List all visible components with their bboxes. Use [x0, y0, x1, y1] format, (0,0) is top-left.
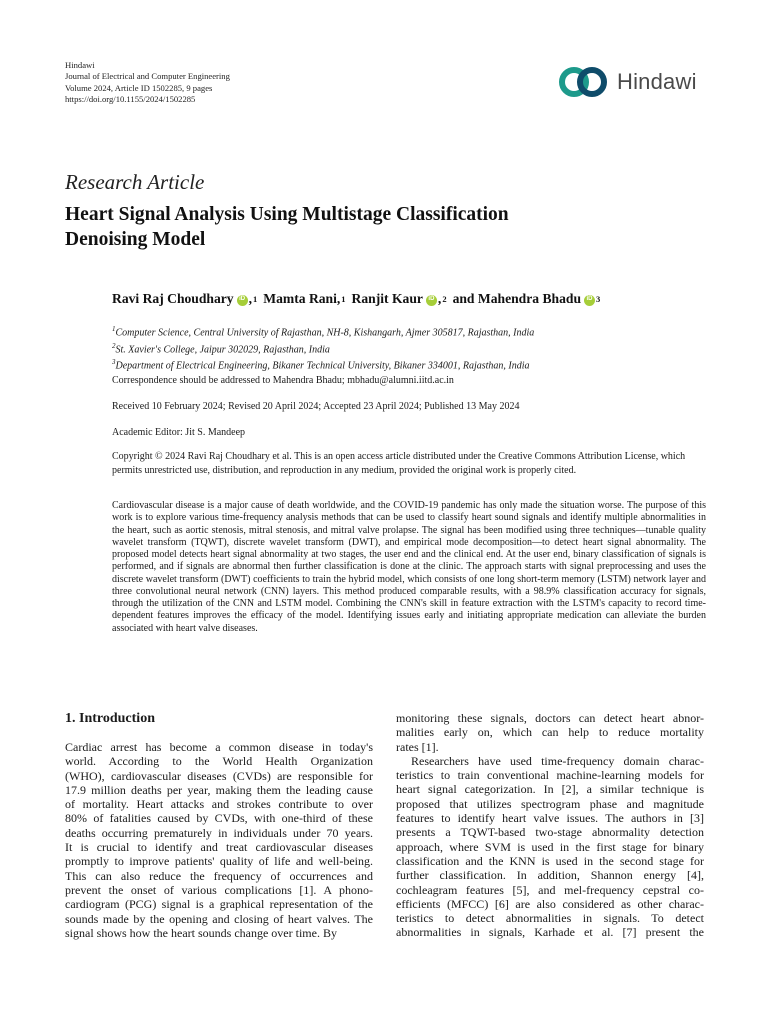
volume-info: Volume 2024, Article ID 1502285, 9 pages: [65, 82, 213, 93]
text-line: world. According to the World Health Organization: [65, 754, 373, 769]
text-line: malities early on, which can help to reduce mortality: [396, 725, 704, 740]
publication-dates: Received 10 February 2024; Revised 20 April 2024; Accepted 23 April 2024; Published 13 May 2024: [112, 401, 520, 412]
text-line: teristics to train conventional machine-learning models for: [396, 768, 704, 783]
text-line: 80% of fatalities caused by CVDs, with one-third of these: [65, 811, 373, 826]
orcid-icon[interactable]: [237, 295, 248, 306]
text-line: approach, where SVM is used in the first stage for binary: [396, 839, 704, 854]
affiliation-text: Computer Science, Central University of Rajasthan, NH-8, Kishangarh, Ajmer 305817, Rajasthan, India: [115, 327, 535, 339]
author-separator: ,: [248, 291, 253, 306]
text-line: of mortality. Heart attacks and strokes contribute to over: [65, 797, 373, 812]
text-line: (WHO), cardiovascular diseases (CVDs) are responsible for: [65, 768, 373, 783]
text-line: Researchers have used time-frequency domain charac-: [411, 753, 704, 768]
text-line: teristics to detect abnormalities in signals. To detect: [396, 911, 704, 926]
text-line: cardiogram (PCG) signal is a graphical representation of the: [65, 897, 373, 912]
affiliation: [112, 323, 534, 340]
text-line: This can also reduce the frequency of occurrences and: [65, 868, 373, 883]
text-line: signal shows how the heart sounds change over time. By: [65, 925, 337, 940]
author-sup: 3: [596, 294, 601, 304]
orcid-icon[interactable]: [584, 295, 595, 306]
affiliation-sup: 2: [112, 341, 116, 350]
text-line: further classification. In addition, Shannon energy [4],: [396, 868, 704, 883]
author-list: [112, 291, 600, 307]
right-column-text: [396, 711, 704, 940]
text-line: rates [1].: [396, 739, 439, 754]
journal-meta: [65, 60, 230, 106]
article-title: [65, 202, 685, 252]
author-name: and Mahendra Bhadu: [452, 291, 582, 306]
text-line: deaths occurring prematurely in individuals under 70 years.: [65, 825, 373, 840]
author-sup: 1: [341, 294, 346, 304]
author-separator: ,: [437, 291, 442, 306]
author-sup: 1: [253, 294, 258, 304]
text-line: promptly to improve patients' quality of life and well-being.: [65, 854, 373, 869]
left-column-text: [65, 740, 373, 940]
section-heading: 1. Introduction: [65, 711, 155, 726]
author-name: Ravi Raj Choudhary: [112, 291, 234, 306]
text-line: efficients (MFCC) [6] are also considered as other charac-: [396, 896, 704, 911]
affiliation-sup: 3: [112, 358, 116, 367]
text-line: prevent the onset of various complications [1]. A phono-: [65, 882, 373, 897]
affiliation: [112, 356, 534, 373]
text-line: It is crucial to identify and treat cardiovascular diseases: [65, 840, 373, 855]
publisher-name: Hindawi: [65, 60, 95, 70]
orcid-icon[interactable]: [426, 295, 437, 306]
text-line: monitoring these signals, doctors can detect heart abnor-: [396, 711, 704, 725]
affiliation-text: Department of Electrical Engineering, Bikaner Technical University, Bikaner 334001, Rajasthan, India: [115, 360, 530, 372]
text-line: features to identify heart valve issues. The authors in [3]: [396, 811, 704, 826]
correspondence: Correspondence should be addressed to Mahendra Bhadu; mbhadu@alumni.iitd.ac.in: [112, 375, 454, 386]
affiliation-sup: 1: [112, 325, 116, 333]
copyright-notice: Copyright © 2024 Ravi Raj Choudhary et al. This is an open access article distributed under the Creative Commons Attribution License, which permits unrestricted use, distribution, and reproduction in any medium, provided the original work is properly cited.: [112, 451, 686, 476]
abstract: Cardiovascular disease is a major cause of death worldwide, and the COVID-19 pandemic has only made the situation worse. The purpose of this work is to explore various time-frequency analysis methods that can be used to classify heart sound signals and identify multiple abnormalities in the heart, such as aortic stenosis, mitral stenosis, and mitral valve prolapse. The signal has been modified using three techniques—tunable quality wavelet transform (TQWT), discrete wavelet transform (DWT), and empirical mode decomposition—to detect heart signal abnormality. The proposed model detects heart signal abnormality at two stages, the user end and the clinical end. At the user end, binary classification of signals is performed, and if signals are abnormal then further classification is done at the clinic. The approach starts with signal preprocessing and uses the discrete wavelet transform (DWT) coefficients to train the hybrid model, which consists of one long short-term memory (LSTM) network layer and three convolutional neural network (CNN) layers. This method produced comparable results, with a 98.9% classification accuracy for signals, through the utilization of the CNN and LSTM model. Combining the CNN's skill in feature extraction with the LSTM's capacity to record time-dependent features improves the efficacy of the model. Identifying issues early and initiating appropriate medication can alleviate the burden associated with heart valve diseases.: [112, 500, 706, 634]
journal-name: Journal of Electrical and Computer Engineering: [65, 71, 230, 82]
text-line: abnormalities in signals, Karhade et al. [7] present the: [396, 925, 704, 940]
title-line: Heart Signal Analysis Using Multistage Classification: [65, 204, 509, 225]
title-line: Denoising Model: [65, 229, 206, 250]
article-type: Research Article: [65, 170, 205, 194]
author-sup: 2: [442, 294, 447, 304]
hindawi-logo-icon: [557, 64, 611, 100]
text-line: presents a TQWT-based two-stage abnormality detection: [396, 825, 704, 840]
text-line: Cardiac arrest has become a common disease in today's: [65, 740, 373, 754]
text-line: heart signal categorization. In [2], a similar technique is: [396, 782, 704, 797]
author-name: Ranjit Kaur: [351, 291, 423, 306]
logo-text: Hindawi: [617, 69, 697, 94]
text-line: proposed that utilizes spectrogram phase and magnitude: [396, 796, 704, 811]
text-line: 17.9 million deaths per year, making them the leading cause: [65, 782, 373, 797]
affiliation-text: St. Xavier's College, Jaipur 302029, Rajasthan, India: [115, 344, 330, 356]
text-line: cochleagram features [5], and mel-frequency cepstral co-: [396, 882, 704, 897]
text-line: sounds made by the opening and closing of heart valves. The: [65, 911, 373, 926]
doi-link[interactable]: https://doi.org/10.1155/2024/1502285: [65, 94, 196, 105]
author-name: Mamta Rani,: [263, 291, 341, 306]
academic-editor: Academic Editor: Jit S. Mandeep: [112, 427, 246, 438]
hindawi-logo[interactable]: [557, 62, 707, 102]
text-line: classification and the KNN is used in the second stage for: [396, 853, 704, 868]
affiliation: [112, 340, 534, 357]
affiliations: [112, 323, 534, 373]
